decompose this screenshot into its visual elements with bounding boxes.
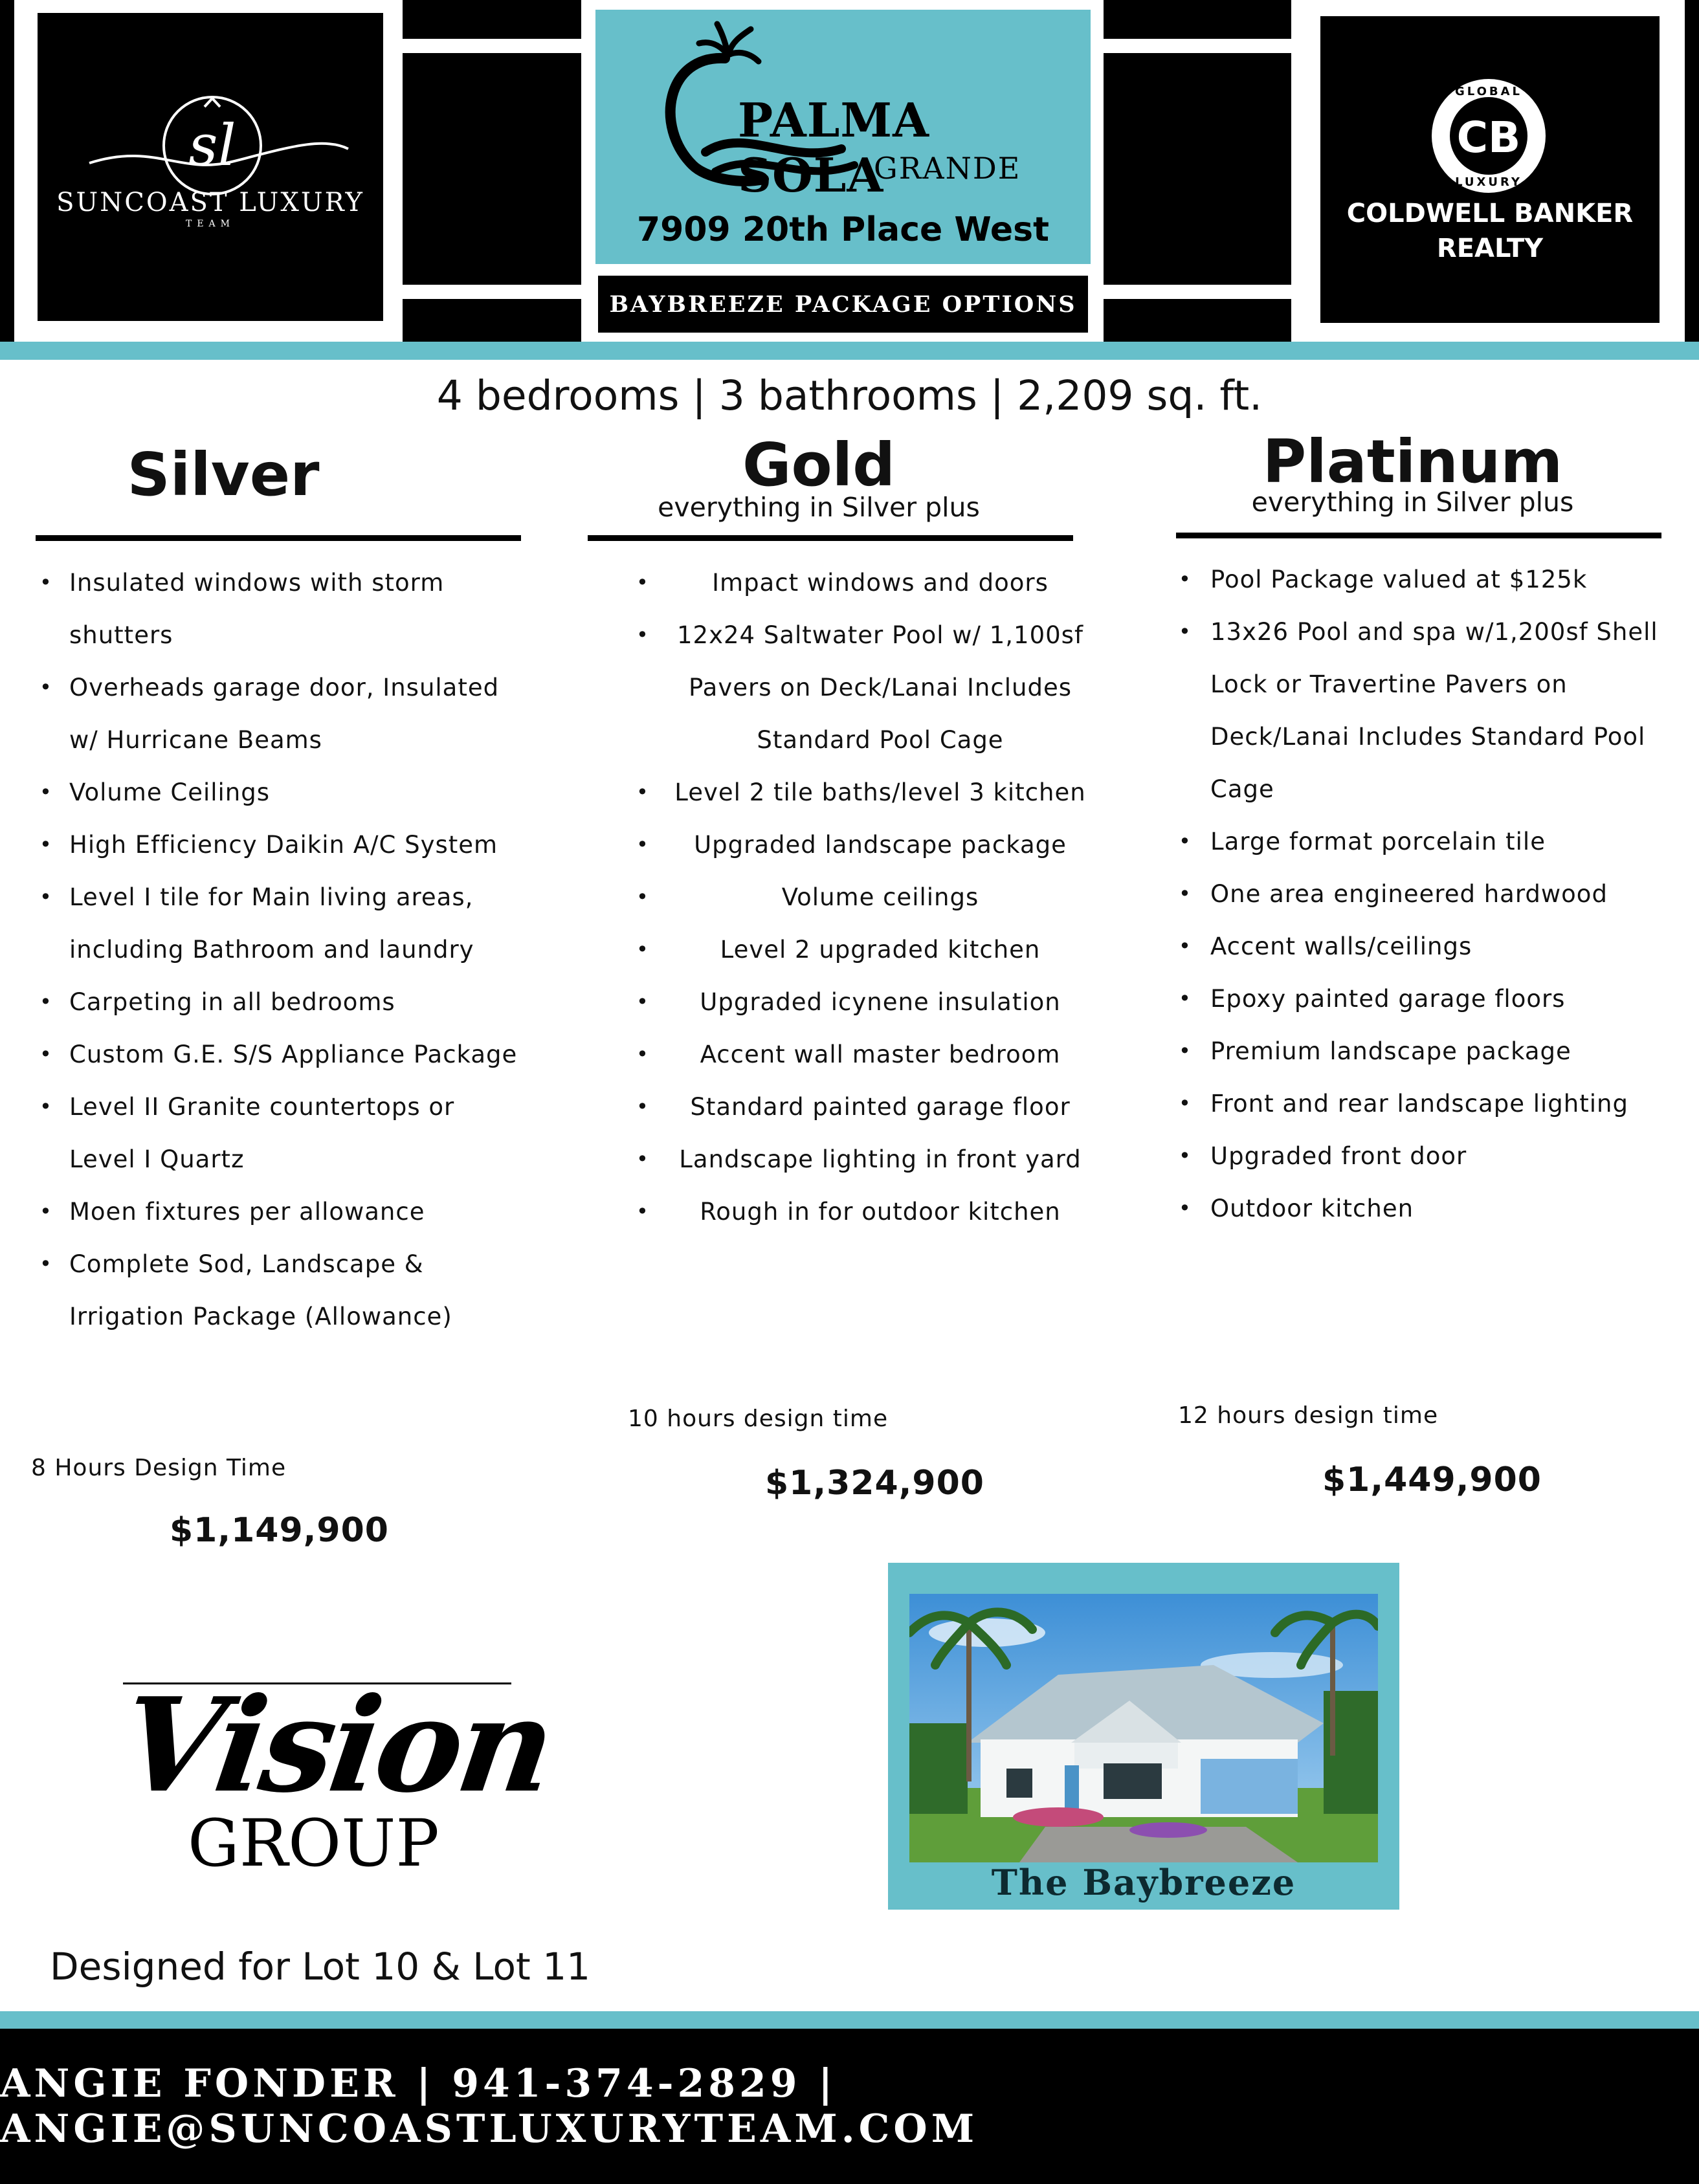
list-item: • Level I tile for Main living areas, including Bathroom and laundry [39, 883, 474, 964]
list-item: • Carpeting in all bedrooms [39, 988, 395, 1016]
list-item: • Pool Package valued at $125k [1179, 566, 1588, 593]
package-options-bar: BAYBREEZE PACKAGE OPTIONS [598, 276, 1088, 333]
sl-monogram-icon [38, 13, 383, 321]
platinum-subtitle: everything in Silver plus [1251, 487, 1574, 518]
suncoast-luxury-logo [38, 13, 383, 321]
house-card [888, 1563, 1399, 1910]
list-item: • Level 2 tile baths/level 3 kitchen [636, 778, 1086, 806]
silver-rule [36, 535, 521, 541]
list-item: • Custom G.E. S/S Appliance Package [39, 1041, 518, 1068]
svg-text:LUXURY: LUXURY [1455, 175, 1522, 189]
platinum-feature-list [1175, 553, 1680, 1235]
coldwell-banker-text: COLDWELL BANKER [1346, 199, 1634, 228]
top-teal-band [0, 342, 1699, 360]
list-item: • Impact windows and doors [636, 569, 1049, 597]
house-caption: The Baybreeze [991, 1862, 1296, 1903]
palma-sola-text: PALMA SOLA [738, 93, 929, 203]
silver-price: $1,149,900 [170, 1511, 389, 1550]
coldwell-banker-logo [1320, 16, 1660, 323]
list-item: • Accent walls/ceilings [1179, 932, 1472, 960]
list-item: • Epoxy painted garage floors [1179, 985, 1566, 1013]
list-item: • Premium landscape package [1179, 1037, 1571, 1065]
address: 7909 20th Place West [637, 210, 1049, 249]
list-item: • 12x24 Saltwater Pool w/ 1,100sf Pavers on Deck/Lanai Includes Standard Pool Cage [636, 621, 1083, 754]
svg-text:GLOBAL: GLOBAL [1454, 85, 1523, 98]
vision-group-logo [110, 1644, 561, 1883]
platinum-design-time: 12 hours design time [1178, 1402, 1439, 1429]
suncoast-name: SUNCOAST LUXURY [56, 188, 364, 217]
frame-block [1104, 53, 1291, 285]
list-item: • Rough in for outdoor kitchen [636, 1198, 1061, 1226]
list-item: • Upgraded landscape package [636, 831, 1067, 859]
frame-block [1104, 0, 1291, 39]
group-word: GROUP [188, 1805, 439, 1881]
frame-block [1104, 299, 1291, 342]
gold-price: $1,324,900 [765, 1464, 984, 1503]
gold-title: Gold [742, 430, 896, 500]
platinum-title: Platinum [1262, 427, 1563, 496]
gold-rule [588, 535, 1073, 541]
silver-design-time: 8 Hours Design Time [31, 1455, 287, 1481]
palma-sola-logo-box [595, 10, 1091, 264]
suncoast-team: TEAM [185, 219, 235, 229]
list-item: • High Efficiency Daikin A/C System [39, 831, 498, 859]
list-item: • Outdoor kitchen [1179, 1195, 1414, 1222]
silver-feature-list [36, 557, 527, 1343]
platinum-price: $1,449,900 [1322, 1461, 1542, 1499]
list-item: • Complete Sod, Landscape & Irrigation Package (Allowance) [39, 1250, 452, 1330]
house-rendering [909, 1594, 1378, 1862]
silver-title: Silver [127, 440, 320, 509]
header [0, 0, 1699, 342]
lots-text: Designed for Lot 10 & Lot 11 [50, 1945, 590, 1989]
frame-block [403, 0, 581, 39]
list-item: • Level 2 upgraded kitchen [636, 936, 1041, 964]
list-item: • One area engineered hardwood [1179, 880, 1608, 908]
list-item: • Level II Granite countertops or Level I Quartz [39, 1093, 455, 1173]
platinum-rule [1176, 533, 1661, 538]
list-item: • Accent wall master bedroom [636, 1041, 1061, 1068]
svg-text:CB: CB [1456, 113, 1521, 162]
list-item: • Front and rear landscape lighting [1179, 1090, 1628, 1118]
list-item: • Insulated windows with storm shutters [39, 569, 445, 649]
list-item: • Landscape lighting in front yard [636, 1145, 1082, 1173]
list-item: • Volume ceilings [636, 883, 979, 911]
vision-word: Vision [112, 1670, 561, 1822]
house-illustration-icon [909, 1594, 1378, 1862]
gold-design-time: 10 hours design time [628, 1406, 889, 1432]
list-item: • Standard painted garage floor [636, 1093, 1071, 1121]
svg-text:sl: sl [188, 112, 236, 179]
frame-block [403, 53, 581, 285]
grande-text: GRANDE [874, 151, 1021, 186]
list-item: • Moen fixtures per allowance [39, 1198, 425, 1226]
list-item: • Large format porcelain tile [1179, 828, 1546, 855]
footer-contact: ANGIE FONDER | 941-374-2829 | ANGIE@SUNCOASTLUXURYTEAM.COM [0, 2029, 1699, 2184]
frame-block [403, 299, 581, 342]
frame-block [0, 0, 14, 342]
list-item: • Overheads garage door, Insulated w/ Hurricane Beams [39, 674, 500, 754]
frame-block [1685, 0, 1699, 342]
gold-subtitle: everything in Silver plus [658, 492, 980, 523]
cb-global-luxury-icon [1320, 16, 1660, 323]
list-item: • Upgraded icynene insulation [636, 988, 1061, 1016]
list-item: • Upgraded front door [1179, 1142, 1467, 1170]
home-summary: 4 bedrooms | 3 bathrooms | 2,209 sq. ft. [436, 372, 1263, 419]
list-item: • Volume Ceilings [39, 778, 271, 806]
realty-text: REALTY [1436, 234, 1544, 263]
gold-feature-list [631, 557, 1104, 1238]
list-item: • 13x26 Pool and spa w/1,200sf Shell Lock or Travertine Pavers on Deck/Lanai Includes Standard Pool Cage [1179, 618, 1658, 803]
bottom-teal-band [0, 2011, 1699, 2029]
